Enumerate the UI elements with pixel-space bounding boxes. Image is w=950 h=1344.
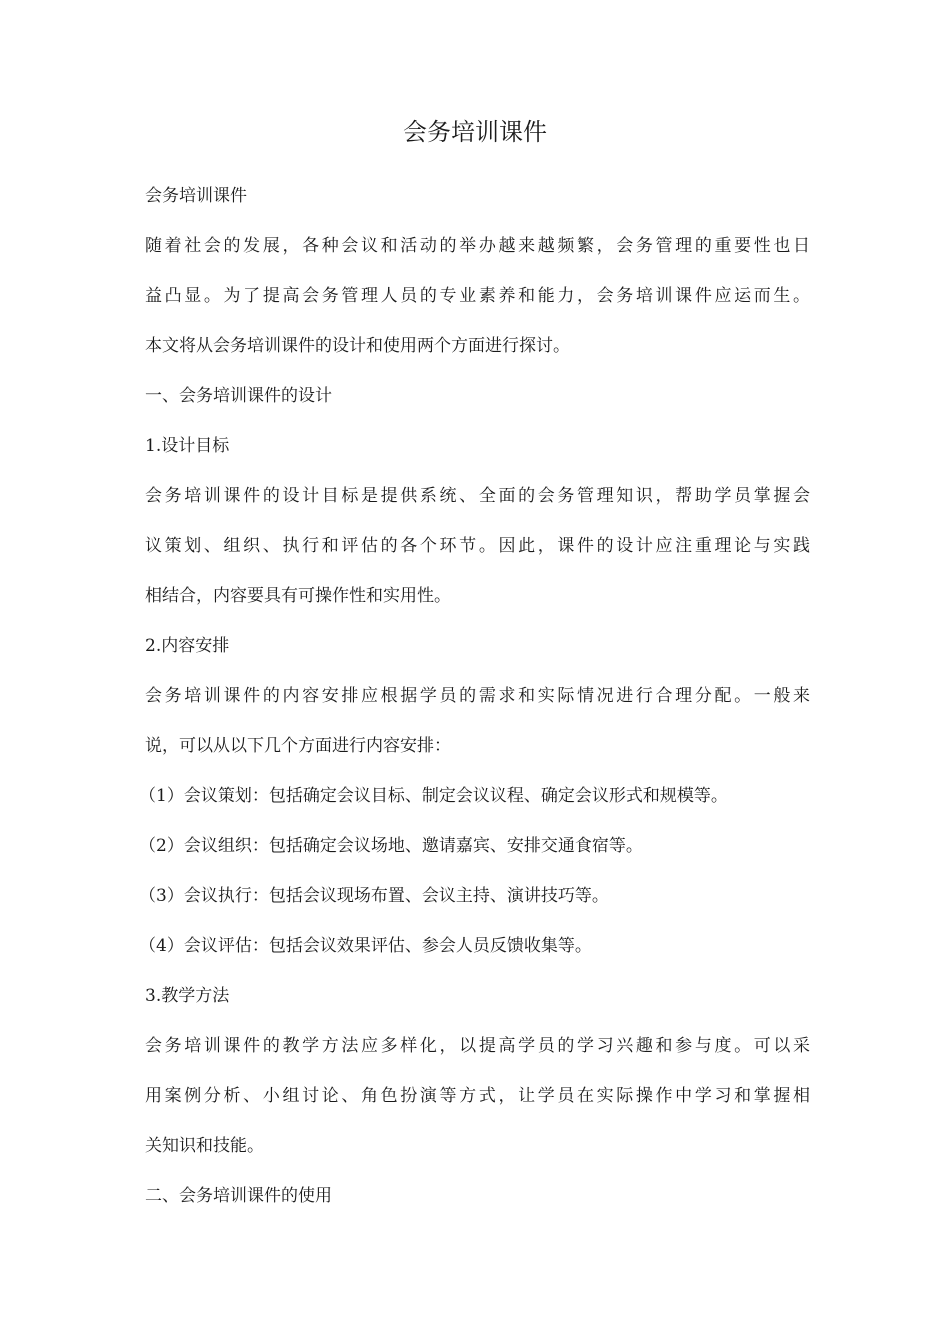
- list-item: （4）会议评估：包括会议效果评估、参会人员反馈收集等。: [139, 936, 592, 956]
- list-item: （2）会议组织：包括确定会议场地、邀请嘉宾、安排交通食宿等。: [139, 836, 643, 856]
- paragraph-line: 会务培训课件的设计目标是提供系统、全面的会务管理知识，帮助学员掌握会: [145, 486, 810, 506]
- paragraph-line: 关知识和技能。: [145, 1136, 264, 1156]
- subsection-heading: 2.内容安排: [145, 636, 230, 656]
- paragraph-line: 随着社会的发展，各种会议和活动的举办越来越频繁，会务管理的重要性也日: [145, 236, 810, 256]
- section-heading: 一、会务培训课件的设计: [145, 386, 332, 406]
- page-title: 会务培训课件: [403, 118, 547, 146]
- paragraph-line: 本文将从会务培训课件的设计和使用两个方面进行探讨。: [145, 336, 570, 356]
- list-item: （1）会议策划：包括确定会议目标、制定会议议程、确定会议形式和规模等。: [139, 786, 728, 806]
- subtitle-line: 会务培训课件: [145, 186, 247, 206]
- paragraph-line: 会务培训课件的内容安排应根据学员的需求和实际情况进行合理分配。一般来: [145, 686, 810, 706]
- paragraph-line: 会务培训课件的教学方法应多样化，以提高学员的学习兴趣和参与度。可以采: [145, 1036, 810, 1056]
- list-item: （3）会议执行：包括会议现场布置、会议主持、演讲技巧等。: [139, 886, 609, 906]
- document-body: [139, 171, 810, 1221]
- paragraph-line: 益凸显。为了提高会务管理人员的专业素养和能力，会务培训课件应运而生。: [145, 286, 810, 306]
- paragraph-line: 相结合，内容要具有可操作性和实用性。: [145, 586, 451, 606]
- paragraph-line: 议策划、组织、执行和评估的各个环节。因此，课件的设计应注重理论与实践: [145, 536, 810, 556]
- paragraph-line: 用案例分析、小组讨论、角色扮演等方式，让学员在实际操作中学习和掌握相: [145, 1086, 810, 1106]
- paragraph-line: 说，可以从以下几个方面进行内容安排：: [145, 736, 451, 756]
- subsection-heading: 3.教学方法: [145, 986, 230, 1006]
- section-heading: 二、会务培训课件的使用: [145, 1186, 332, 1206]
- subsection-heading: 1.设计目标: [145, 436, 230, 456]
